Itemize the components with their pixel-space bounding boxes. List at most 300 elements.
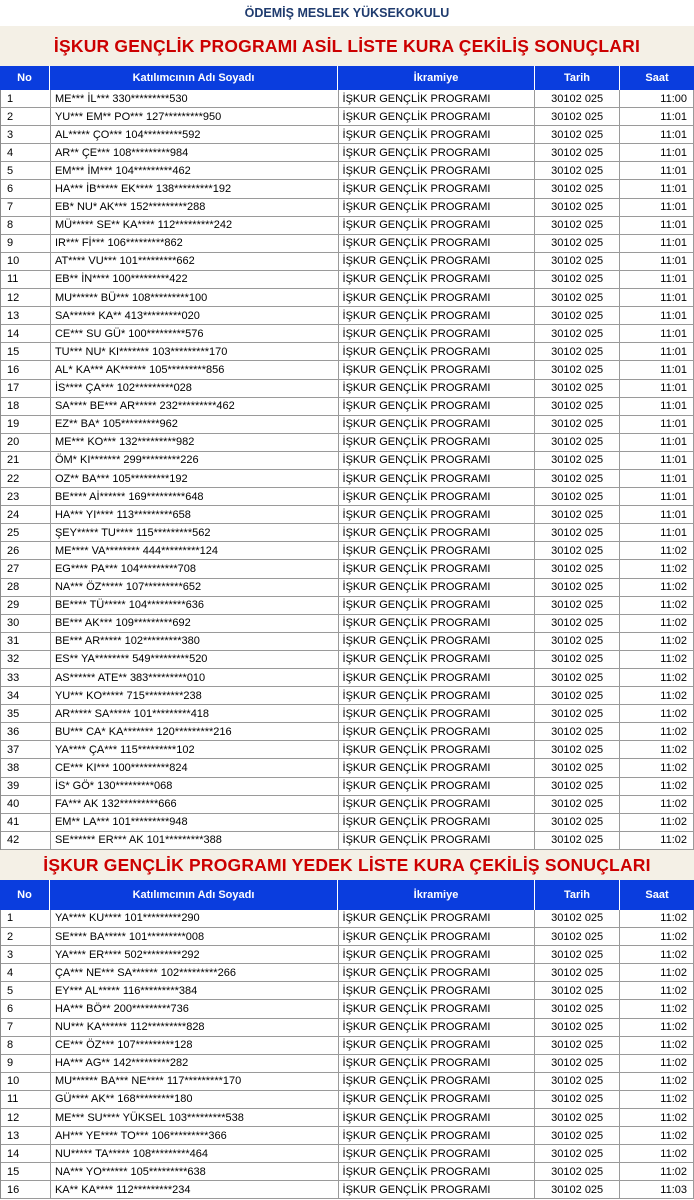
cell-prize: İŞKUR GENÇLİK PROGRAMI: [339, 524, 536, 541]
cell-no: 41: [1, 814, 51, 831]
cell-time: 11:01: [620, 416, 694, 433]
table-row: [1, 1073, 694, 1091]
cell-no: 34: [1, 687, 51, 704]
cell-time: 11:02: [620, 832, 694, 849]
cell-name: İS* GÖ* 130*********068: [51, 778, 339, 795]
table-row: [1, 289, 694, 307]
table-row: [1, 90, 694, 108]
cell-name: BE**** Aİ****** 169*********648: [51, 488, 339, 505]
cell-name: EM** LA*** 101*********948: [51, 814, 339, 831]
cell-name: NU*** KA****** 112*********828: [51, 1019, 339, 1036]
table-row: [1, 199, 694, 217]
cell-no: 42: [1, 832, 51, 849]
cell-date: 30102 025: [535, 1181, 620, 1198]
cell-date: 30102 025: [535, 180, 620, 197]
cell-no: 21: [1, 452, 51, 469]
cell-no: 33: [1, 669, 51, 686]
cell-name: BU*** CA* KA******* 120*********216: [51, 723, 339, 740]
cell-time: 11:02: [620, 560, 694, 577]
cell-name: AL***** ÇO*** 104*********592: [51, 126, 339, 143]
cell-name: CE*** ÖZ*** 107*********128: [51, 1037, 339, 1054]
cell-date: 30102 025: [535, 452, 620, 469]
cell-time: 11:02: [620, 814, 694, 831]
table-row: [1, 524, 694, 542]
cell-time: 11:01: [620, 180, 694, 197]
cell-no: 36: [1, 723, 51, 740]
col-prize: İkramiye: [338, 880, 535, 910]
cell-prize: İŞKUR GENÇLİK PROGRAMI: [339, 126, 536, 143]
cell-prize: İŞKUR GENÇLİK PROGRAMI: [339, 162, 536, 179]
table-row: [1, 180, 694, 198]
table-row: [1, 343, 694, 361]
cell-no: 6: [1, 1000, 51, 1017]
cell-prize: İŞKUR GENÇLİK PROGRAMI: [339, 343, 536, 360]
cell-time: 11:02: [620, 1037, 694, 1054]
cell-name: AR** ÇE*** 108*********984: [51, 144, 339, 161]
cell-prize: İŞKUR GENÇLİK PROGRAMI: [339, 506, 536, 523]
cell-time: 11:01: [620, 289, 694, 306]
table-row: [1, 452, 694, 470]
cell-no: 17: [1, 380, 51, 397]
cell-prize: İŞKUR GENÇLİK PROGRAMI: [339, 90, 536, 107]
table-row: [1, 1037, 694, 1055]
cell-date: 30102 025: [535, 597, 620, 614]
cell-date: 30102 025: [535, 289, 620, 306]
cell-time: 11:02: [620, 1000, 694, 1017]
cell-date: 30102 025: [535, 1109, 620, 1126]
table-row: [1, 615, 694, 633]
table-row: [1, 705, 694, 723]
cell-name: BE**** TÜ***** 104*********636: [51, 597, 339, 614]
cell-time: 11:01: [620, 108, 694, 125]
cell-time: 11:02: [620, 796, 694, 813]
table-row: [1, 217, 694, 235]
cell-no: 19: [1, 416, 51, 433]
cell-no: 5: [1, 162, 51, 179]
cell-name: TU*** NU* KI******* 103*********170: [51, 343, 339, 360]
cell-name: AT**** VU*** 101*********662: [51, 253, 339, 270]
cell-no: 2: [1, 108, 51, 125]
cell-date: 30102 025: [535, 832, 620, 849]
table-row: [1, 910, 694, 928]
cell-name: IR*** Fİ*** 106*********862: [51, 235, 339, 252]
cell-date: 30102 025: [535, 325, 620, 342]
cell-no: 27: [1, 560, 51, 577]
cell-name: EB** İN**** 100*********422: [51, 271, 339, 288]
table-row: [1, 759, 694, 777]
table-row: [1, 542, 694, 560]
cell-prize: İŞKUR GENÇLİK PROGRAMI: [339, 687, 536, 704]
cell-name: SA****** KA** 413*********020: [51, 307, 339, 324]
cell-name: KA** KA**** 112*********234: [51, 1181, 339, 1198]
cell-time: 11:01: [620, 343, 694, 360]
cell-no: 13: [1, 1127, 51, 1144]
cell-date: 30102 025: [535, 669, 620, 686]
cell-name: ME**** VA******** 444*********124: [51, 542, 339, 559]
cell-no: 28: [1, 579, 51, 596]
cell-no: 25: [1, 524, 51, 541]
table-row: [1, 964, 694, 982]
cell-name: NU***** TA***** 108*********464: [51, 1145, 339, 1162]
cell-no: 40: [1, 796, 51, 813]
cell-date: 30102 025: [535, 217, 620, 234]
table-row: [1, 1127, 694, 1145]
cell-time: 11:02: [620, 542, 694, 559]
cell-no: 22: [1, 470, 51, 487]
cell-time: 11:01: [620, 434, 694, 451]
cell-prize: İŞKUR GENÇLİK PROGRAMI: [339, 271, 536, 288]
cell-time: 11:02: [620, 705, 694, 722]
table-row: [1, 235, 694, 253]
cell-prize: İŞKUR GENÇLİK PROGRAMI: [339, 434, 536, 451]
cell-no: 4: [1, 144, 51, 161]
cell-date: 30102 025: [535, 144, 620, 161]
cell-name: ME*** SU**** YÜKSEL 103*********538: [51, 1109, 339, 1126]
cell-no: 30: [1, 615, 51, 632]
cell-name: AH*** YE**** TO*** 106*********366: [51, 1127, 339, 1144]
cell-name: NA*** ÖZ***** 107*********652: [51, 579, 339, 596]
cell-date: 30102 025: [535, 235, 620, 252]
cell-no: 6: [1, 180, 51, 197]
cell-no: 11: [1, 271, 51, 288]
cell-prize: İŞKUR GENÇLİK PROGRAMI: [339, 946, 536, 963]
cell-date: 30102 025: [535, 579, 620, 596]
cell-name: ÇA*** NE*** SA****** 102*********266: [51, 964, 339, 981]
cell-time: 11:02: [620, 651, 694, 668]
cell-prize: İŞKUR GENÇLİK PROGRAMI: [339, 723, 536, 740]
cell-time: 11:02: [620, 579, 694, 596]
cell-prize: İŞKUR GENÇLİK PROGRAMI: [339, 615, 536, 632]
cell-time: 11:01: [620, 253, 694, 270]
cell-time: 11:02: [620, 1145, 694, 1162]
table-row: [1, 307, 694, 325]
cell-prize: İŞKUR GENÇLİK PROGRAMI: [339, 325, 536, 342]
cell-date: 30102 025: [535, 687, 620, 704]
cell-name: SA**** BE*** AR***** 232*********462: [51, 398, 339, 415]
cell-name: EB* NU* AK*** 152*********288: [51, 199, 339, 216]
cell-prize: İŞKUR GENÇLİK PROGRAMI: [339, 1073, 536, 1090]
cell-prize: İŞKUR GENÇLİK PROGRAMI: [339, 199, 536, 216]
cell-date: 30102 025: [535, 506, 620, 523]
cell-time: 11:02: [620, 1127, 694, 1144]
cell-date: 30102 025: [535, 1037, 620, 1054]
table-row: [1, 126, 694, 144]
cell-date: 30102 025: [535, 199, 620, 216]
cell-date: 30102 025: [535, 928, 620, 945]
cell-date: 30102 025: [535, 253, 620, 270]
table-row: [1, 488, 694, 506]
cell-no: 8: [1, 217, 51, 234]
cell-date: 30102 025: [535, 633, 620, 650]
col-date: Tarih: [535, 66, 620, 90]
cell-time: 11:02: [620, 615, 694, 632]
cell-date: 30102 025: [535, 380, 620, 397]
cell-prize: İŞKUR GENÇLİK PROGRAMI: [339, 1055, 536, 1072]
cell-prize: İŞKUR GENÇLİK PROGRAMI: [339, 964, 536, 981]
cell-time: 11:02: [620, 928, 694, 945]
cell-date: 30102 025: [535, 910, 620, 927]
cell-time: 11:01: [620, 452, 694, 469]
col-no: No: [0, 66, 50, 90]
cell-name: SE**** BA***** 101*********008: [51, 928, 339, 945]
cell-no: 5: [1, 982, 51, 999]
cell-name: YU*** EM** PO*** 127*********950: [51, 108, 339, 125]
cell-prize: İŞKUR GENÇLİK PROGRAMI: [339, 380, 536, 397]
cell-prize: İŞKUR GENÇLİK PROGRAMI: [339, 633, 536, 650]
cell-no: 9: [1, 1055, 51, 1072]
cell-prize: İŞKUR GENÇLİK PROGRAMI: [339, 669, 536, 686]
cell-name: AL* KA*** AK****** 105*********856: [51, 361, 339, 378]
table-row: [1, 144, 694, 162]
cell-no: 20: [1, 434, 51, 451]
cell-name: EM*** İM*** 104*********462: [51, 162, 339, 179]
cell-no: 37: [1, 741, 51, 758]
cell-name: ME*** İL*** 330*********530: [51, 90, 339, 107]
cell-name: EY*** AL***** 116*********384: [51, 982, 339, 999]
cell-name: ES** YA******** 549*********520: [51, 651, 339, 668]
cell-prize: İŞKUR GENÇLİK PROGRAMI: [339, 597, 536, 614]
col-time: Saat: [645, 72, 669, 84]
cell-date: 30102 025: [535, 271, 620, 288]
cell-date: 30102 025: [535, 1073, 620, 1090]
cell-no: 16: [1, 361, 51, 378]
cell-name: CE*** SU GÜ* 100*********576: [51, 325, 339, 342]
reserve-table-body: [0, 910, 694, 1200]
cell-no: 15: [1, 343, 51, 360]
cell-no: 32: [1, 651, 51, 668]
cell-time: 11:02: [620, 633, 694, 650]
reserve-list-title: İŞKUR GENÇLİK PROGRAMI YEDEK LİSTE KURA ÇEKİLİŞ SONUÇLARI: [0, 850, 694, 880]
cell-date: 30102 025: [535, 416, 620, 433]
cell-time: 11:01: [620, 488, 694, 505]
cell-date: 30102 025: [535, 470, 620, 487]
cell-no: 35: [1, 705, 51, 722]
col-name: Katılımcının Adı Soyadı: [50, 880, 338, 910]
cell-name: EZ** BA* 105*********962: [51, 416, 339, 433]
cell-name: GÜ**** AK** 168*********180: [51, 1091, 339, 1108]
table-row: [1, 1019, 694, 1037]
table-row: [1, 416, 694, 434]
cell-time: 11:01: [620, 307, 694, 324]
cell-no: 7: [1, 199, 51, 216]
cell-time: 11:02: [620, 597, 694, 614]
table-row: [1, 108, 694, 126]
cell-no: 12: [1, 289, 51, 306]
cell-time: 11:02: [620, 1019, 694, 1036]
main-table-body: [0, 90, 694, 850]
cell-date: 30102 025: [535, 946, 620, 963]
table-row: [1, 597, 694, 615]
cell-time: 11:01: [620, 398, 694, 415]
main-table-header: [0, 66, 694, 90]
table-row: [1, 1055, 694, 1073]
cell-date: 30102 025: [535, 90, 620, 107]
cell-date: 30102 025: [535, 126, 620, 143]
cell-no: 29: [1, 597, 51, 614]
cell-no: 10: [1, 253, 51, 270]
cell-prize: İŞKUR GENÇLİK PROGRAMI: [339, 488, 536, 505]
cell-prize: İŞKUR GENÇLİK PROGRAMI: [339, 1127, 536, 1144]
cell-no: 15: [1, 1163, 51, 1180]
cell-name: BE*** AR***** 102*********380: [51, 633, 339, 650]
reserve-table-header: [0, 880, 694, 910]
cell-date: 30102 025: [535, 488, 620, 505]
cell-name: MU****** BÜ*** 108*********100: [51, 289, 339, 306]
table-row: [1, 162, 694, 180]
cell-prize: İŞKUR GENÇLİK PROGRAMI: [339, 307, 536, 324]
table-row: [1, 271, 694, 289]
cell-name: SE****** ER*** AK 101*********388: [51, 832, 339, 849]
cell-name: FA*** AK 132*********666: [51, 796, 339, 813]
cell-time: 11:02: [620, 759, 694, 776]
cell-prize: İŞKUR GENÇLİK PROGRAMI: [339, 796, 536, 813]
table-row: [1, 1109, 694, 1127]
cell-prize: İŞKUR GENÇLİK PROGRAMI: [339, 1019, 536, 1036]
cell-no: 1: [1, 90, 51, 107]
cell-prize: İŞKUR GENÇLİK PROGRAMI: [339, 651, 536, 668]
cell-name: HA*** İB***** EK**** 138*********192: [51, 180, 339, 197]
cell-date: 30102 025: [535, 542, 620, 559]
cell-date: 30102 025: [535, 1163, 620, 1180]
cell-prize: İŞKUR GENÇLİK PROGRAMI: [339, 759, 536, 776]
cell-no: 24: [1, 506, 51, 523]
cell-prize: İŞKUR GENÇLİK PROGRAMI: [339, 1091, 536, 1108]
col-name: Katılımcının Adı Soyadı: [50, 66, 338, 90]
cell-prize: İŞKUR GENÇLİK PROGRAMI: [339, 144, 536, 161]
cell-time: 11:02: [620, 687, 694, 704]
cell-no: 14: [1, 1145, 51, 1162]
cell-time: 11:01: [620, 380, 694, 397]
cell-prize: İŞKUR GENÇLİK PROGRAMI: [339, 741, 536, 758]
cell-prize: İŞKUR GENÇLİK PROGRAMI: [339, 928, 536, 945]
cell-name: OZ** BA*** 105*********192: [51, 470, 339, 487]
cell-time: 11:01: [620, 271, 694, 288]
cell-time: 11:02: [620, 723, 694, 740]
cell-date: 30102 025: [535, 343, 620, 360]
table-row: [1, 633, 694, 651]
cell-prize: İŞKUR GENÇLİK PROGRAMI: [339, 470, 536, 487]
cell-prize: İŞKUR GENÇLİK PROGRAMI: [339, 180, 536, 197]
cell-date: 30102 025: [535, 1000, 620, 1017]
cell-time: 11:01: [620, 217, 694, 234]
table-row: [1, 928, 694, 946]
cell-prize: İŞKUR GENÇLİK PROGRAMI: [339, 235, 536, 252]
cell-prize: İŞKUR GENÇLİK PROGRAMI: [339, 814, 536, 831]
cell-prize: İŞKUR GENÇLİK PROGRAMI: [339, 832, 536, 849]
cell-date: 30102 025: [535, 814, 620, 831]
table-row: [1, 946, 694, 964]
cell-date: 30102 025: [535, 723, 620, 740]
cell-date: 30102 025: [535, 524, 620, 541]
cell-prize: İŞKUR GENÇLİK PROGRAMI: [339, 1109, 536, 1126]
cell-name: MÜ***** SE** KA**** 112*********242: [51, 217, 339, 234]
table-row: [1, 741, 694, 759]
table-row: [1, 361, 694, 379]
table-row: [1, 814, 694, 832]
table-row: [1, 398, 694, 416]
cell-prize: İŞKUR GENÇLİK PROGRAMI: [339, 1181, 536, 1198]
cell-date: 30102 025: [535, 1127, 620, 1144]
cell-time: 11:01: [620, 235, 694, 252]
cell-date: 30102 025: [535, 615, 620, 632]
cell-date: 30102 025: [535, 1055, 620, 1072]
cell-time: 11:02: [620, 1073, 694, 1090]
table-row: [1, 687, 694, 705]
cell-time: 11:02: [620, 982, 694, 999]
cell-name: ME*** KO*** 132*********982: [51, 434, 339, 451]
cell-date: 30102 025: [535, 796, 620, 813]
table-row: [1, 1163, 694, 1181]
cell-name: AS****** ATE** 383*********010: [51, 669, 339, 686]
cell-date: 30102 025: [535, 778, 620, 795]
cell-no: 13: [1, 307, 51, 324]
cell-prize: İŞKUR GENÇLİK PROGRAMI: [339, 778, 536, 795]
col-time: Saat: [645, 888, 669, 901]
cell-no: 31: [1, 633, 51, 650]
cell-date: 30102 025: [535, 982, 620, 999]
cell-time: 11:01: [620, 126, 694, 143]
cell-time: 11:02: [620, 1091, 694, 1108]
cell-name: İS**** ÇA*** 102*********028: [51, 380, 339, 397]
cell-date: 30102 025: [535, 741, 620, 758]
cell-name: HA*** AG** 142*********282: [51, 1055, 339, 1072]
cell-time: 11:01: [620, 162, 694, 179]
table-row: [1, 325, 694, 343]
cell-prize: İŞKUR GENÇLİK PROGRAMI: [339, 1000, 536, 1017]
cell-no: 3: [1, 946, 51, 963]
cell-no: 38: [1, 759, 51, 776]
cell-time: 11:01: [620, 506, 694, 523]
cell-no: 16: [1, 1181, 51, 1198]
cell-no: 7: [1, 1019, 51, 1036]
table-row: [1, 832, 694, 850]
cell-no: 8: [1, 1037, 51, 1054]
table-row: [1, 796, 694, 814]
table-row: [1, 380, 694, 398]
cell-prize: İŞKUR GENÇLİK PROGRAMI: [339, 416, 536, 433]
org-title: ÖDEMİŞ MESLEK YÜKSEKOKULU: [0, 0, 694, 26]
cell-prize: İŞKUR GENÇLİK PROGRAMI: [339, 542, 536, 559]
cell-no: 4: [1, 964, 51, 981]
table-row: [1, 1000, 694, 1018]
table-row: [1, 579, 694, 597]
cell-time: 11:01: [620, 199, 694, 216]
cell-prize: İŞKUR GENÇLİK PROGRAMI: [339, 398, 536, 415]
cell-no: 9: [1, 235, 51, 252]
table-row: [1, 506, 694, 524]
col-prize: İkramiye: [338, 66, 535, 90]
cell-name: HA*** BÖ** 200*********736: [51, 1000, 339, 1017]
cell-prize: İŞKUR GENÇLİK PROGRAMI: [339, 108, 536, 125]
cell-time: 11:01: [620, 524, 694, 541]
cell-time: 11:02: [620, 741, 694, 758]
cell-time: 11:02: [620, 778, 694, 795]
cell-time: 11:01: [620, 361, 694, 378]
cell-time: 11:00: [620, 90, 694, 107]
cell-prize: İŞKUR GENÇLİK PROGRAMI: [339, 1163, 536, 1180]
cell-date: 30102 025: [535, 651, 620, 668]
main-list-title: İŞKUR GENÇLİK PROGRAMI ASİL LİSTE KURA ÇEKİLİŞ SONUÇLARI: [0, 26, 694, 66]
cell-prize: İŞKUR GENÇLİK PROGRAMI: [339, 1145, 536, 1162]
cell-no: 23: [1, 488, 51, 505]
cell-prize: İŞKUR GENÇLİK PROGRAMI: [339, 452, 536, 469]
cell-no: 12: [1, 1109, 51, 1126]
cell-no: 3: [1, 126, 51, 143]
cell-time: 11:01: [620, 325, 694, 342]
col-date: Tarih: [535, 880, 620, 910]
cell-name: YA**** ÇA*** 115*********102: [51, 741, 339, 758]
table-row: [1, 1145, 694, 1163]
